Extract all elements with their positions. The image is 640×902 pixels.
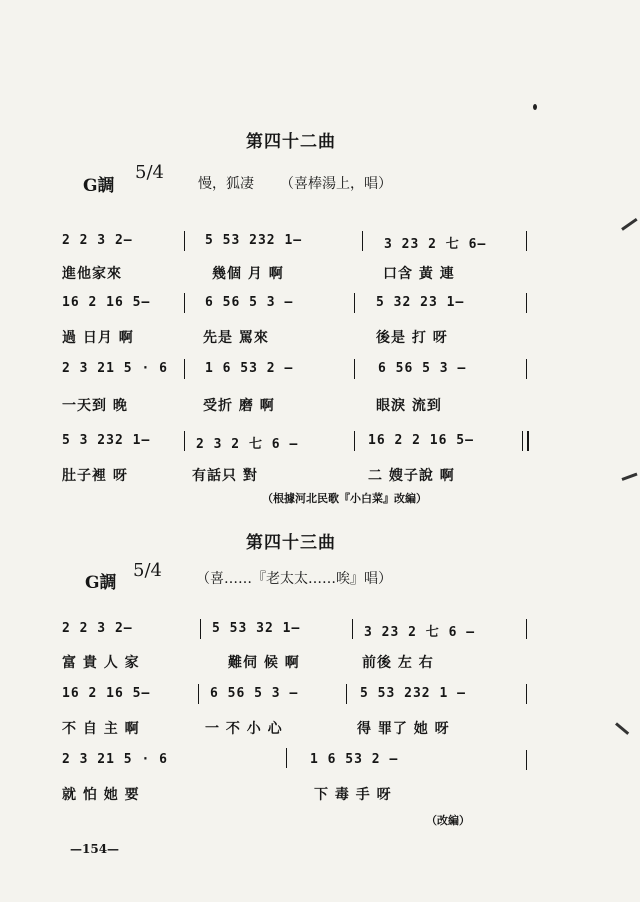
notation-phrase: 6 56 5 3 — xyxy=(205,295,294,310)
song-title: 第四十三曲 xyxy=(246,533,336,553)
notation-phrase: 2 3 2 七 6 — xyxy=(196,437,299,452)
lyric-phrase: 一 不 小 心 xyxy=(205,721,283,737)
lyric-phrase: 有話只 對 xyxy=(192,468,258,484)
barline xyxy=(200,619,201,639)
scan-speck xyxy=(533,104,537,110)
lyric-phrase: 過 日月 啊 xyxy=(62,330,134,346)
notation-phrase: 3 23 2 七 6 — xyxy=(364,625,476,640)
notation-phrase: 1 6 53 2 — xyxy=(205,361,294,376)
notation-phrase: 3 23 2 七 6— xyxy=(384,237,487,252)
lyric-phrase: 一天到 晚 xyxy=(62,398,128,414)
time-signature: 5/4 xyxy=(133,560,162,581)
notation-phrase: 2 2 3 2— xyxy=(62,621,133,636)
key-signature: G調 xyxy=(83,176,115,196)
scan-mark xyxy=(621,218,637,231)
barline xyxy=(354,293,355,313)
notation-phrase: 2 2 3 2— xyxy=(62,233,133,248)
notation-phrase: 16 2 2 16 5— xyxy=(368,433,474,448)
lyric-phrase: 富 貴 人 家 xyxy=(62,655,140,671)
barline xyxy=(526,619,527,639)
lyric-phrase: 就 怕 她 要 xyxy=(62,787,140,803)
singer-note: （喜……『老太太……唉』唱） xyxy=(196,571,392,587)
song-title: 第四十二曲 xyxy=(246,132,336,152)
barline xyxy=(286,748,287,768)
barline xyxy=(184,231,185,251)
scan-mark xyxy=(615,722,629,735)
notation-phrase: 6 56 5 3 — xyxy=(210,686,299,701)
notation-phrase: 1 6 53 2 — xyxy=(310,752,399,767)
notation-phrase: 5 3 232 1— xyxy=(62,433,151,448)
notation-phrase: 6 56 5 3 — xyxy=(378,361,467,376)
barline xyxy=(526,359,527,379)
notation-phrase: 16 2 16 5— xyxy=(62,686,151,701)
barline xyxy=(352,619,353,639)
barline xyxy=(184,293,185,313)
notation-phrase: 5 32 23 1— xyxy=(376,295,465,310)
notation-phrase: 2 3 21 5 · 6 xyxy=(62,752,168,767)
barline xyxy=(362,231,363,251)
time-signature: 5/4 xyxy=(135,162,164,183)
lyric-phrase: 受折 磨 啊 xyxy=(203,398,275,414)
source-note: （改編） xyxy=(426,814,470,827)
barline xyxy=(526,750,527,770)
source-note: （根據河北民歌『小白菜』改編） xyxy=(262,492,427,505)
lyric-phrase: 先是 罵來 xyxy=(203,330,269,346)
lyric-phrase: 進他家來 xyxy=(62,266,122,282)
lyric-phrase: 下 毒 手 呀 xyxy=(314,787,392,803)
lyric-phrase: 二 嫂子說 啊 xyxy=(368,468,455,484)
final-barline xyxy=(522,431,529,451)
singer-note: （喜棒湯上，唱） xyxy=(280,176,392,192)
lyric-phrase: 難伺 候 啊 xyxy=(228,655,300,671)
lyric-phrase: 後是 打 呀 xyxy=(376,330,448,346)
barline xyxy=(526,231,527,251)
barline xyxy=(526,293,527,313)
barline xyxy=(354,359,355,379)
barline xyxy=(346,684,347,704)
lyric-phrase: 得 罪了 她 呀 xyxy=(357,721,450,737)
lyric-phrase: 不 自 主 啊 xyxy=(62,721,140,737)
key-signature: G調 xyxy=(85,573,117,593)
notation-phrase: 5 53 232 1 — xyxy=(360,686,466,701)
lyric-phrase: 口含 黃 連 xyxy=(383,266,455,282)
scan-mark xyxy=(621,473,637,481)
page-number: —154— xyxy=(70,842,120,856)
tempo-marking: 慢，狐凄 xyxy=(198,176,254,192)
lyric-phrase: 前後 左 右 xyxy=(362,655,434,671)
lyric-phrase: 幾個 月 啊 xyxy=(212,266,284,282)
barline xyxy=(354,431,355,451)
notation-phrase: 5 53 232 1— xyxy=(205,233,303,248)
barline xyxy=(184,431,185,451)
lyric-phrase: 肚子裡 呀 xyxy=(62,468,128,484)
barline xyxy=(184,359,185,379)
barline xyxy=(526,684,527,704)
notation-phrase: 2 3 21 5 · 6 xyxy=(62,361,168,376)
notation-phrase: 16 2 16 5— xyxy=(62,295,151,310)
lyric-phrase: 眼淚 流到 xyxy=(376,398,442,414)
barline xyxy=(198,684,199,704)
notation-phrase: 5 53 32 1— xyxy=(212,621,301,636)
